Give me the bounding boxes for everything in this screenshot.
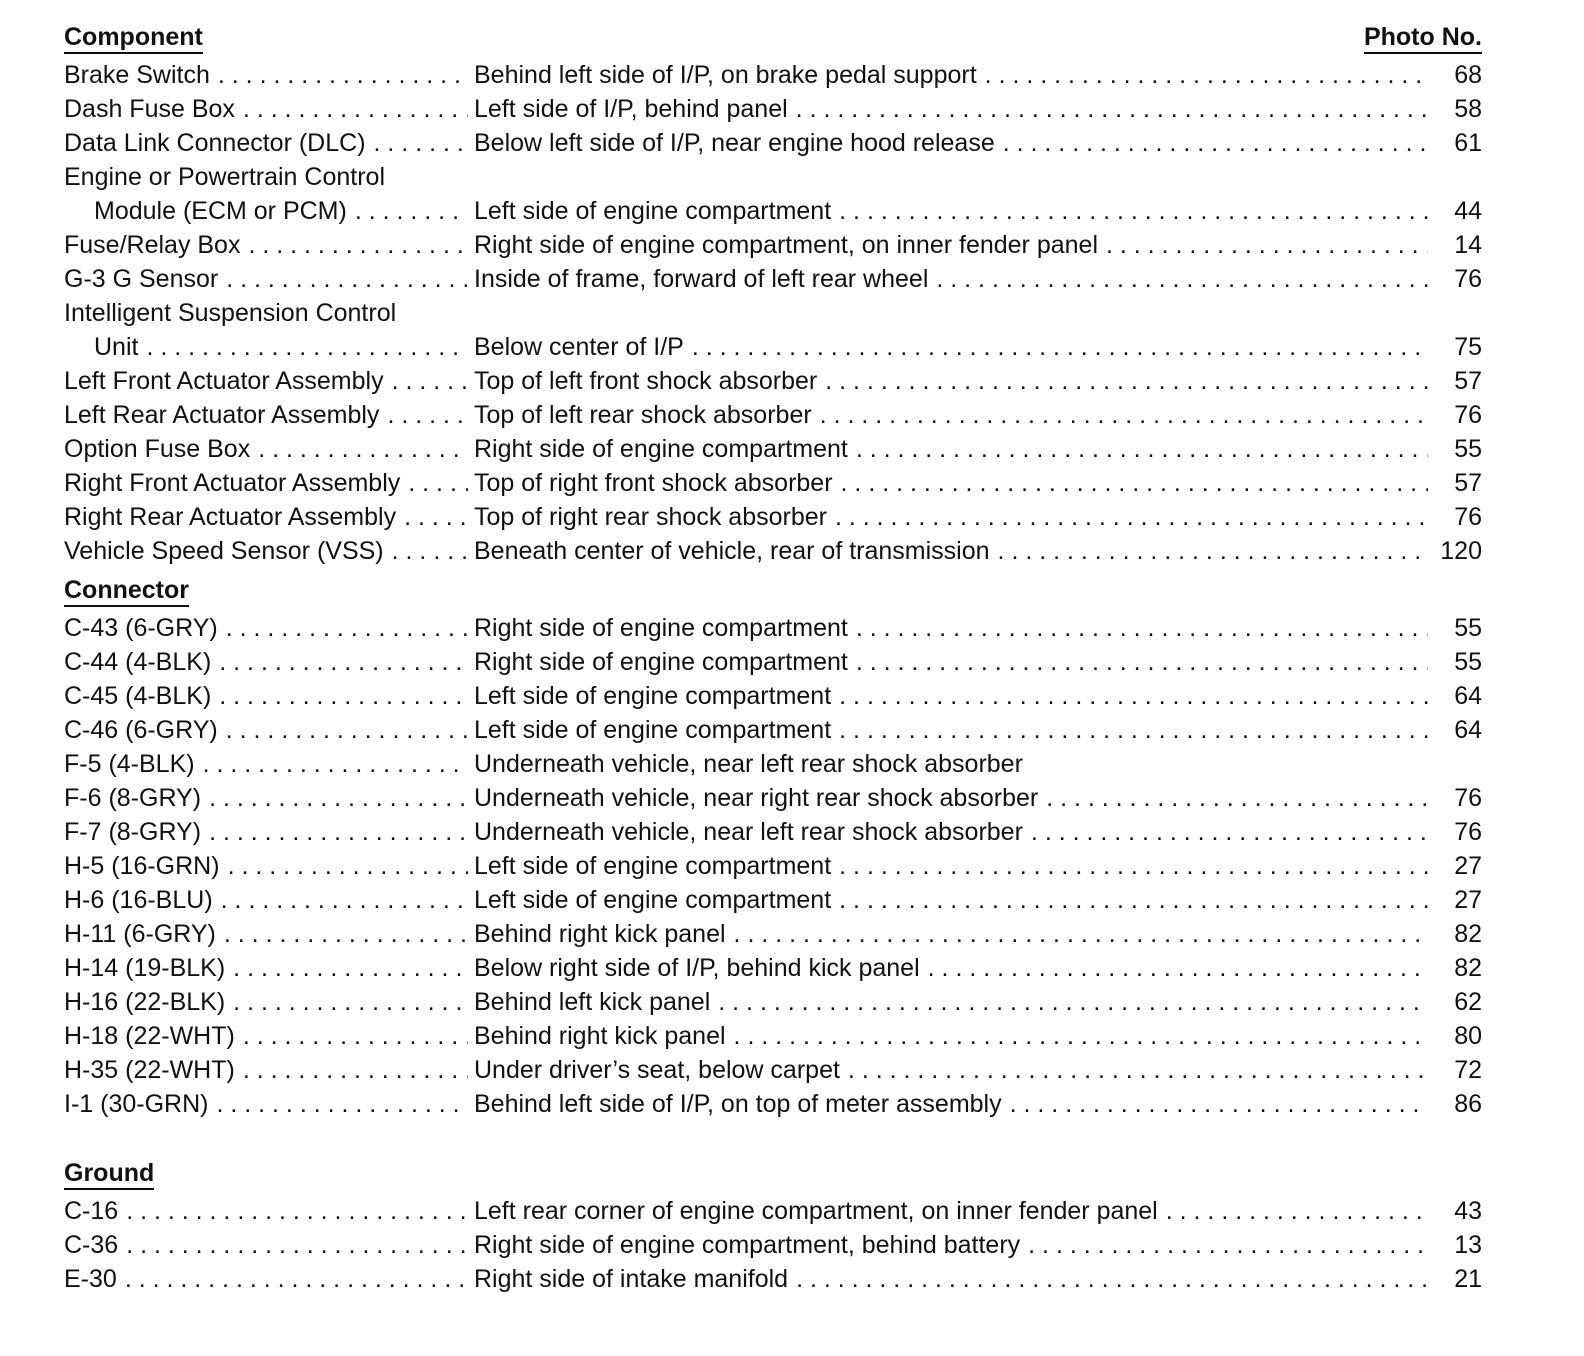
table-row <box>64 160 1482 194</box>
dot-leader <box>219 645 468 679</box>
dot-leader <box>835 500 1428 534</box>
item-name-cell <box>64 985 474 1019</box>
photo-number: 76 <box>1454 784 1482 812</box>
item-name-cell <box>64 364 474 398</box>
dot-leader <box>718 985 1428 1019</box>
item-name-cell <box>64 747 474 781</box>
location-cell <box>474 849 1434 883</box>
table-row <box>64 466 1482 500</box>
item-name: Dash Fuse Box <box>64 95 235 123</box>
item-name-cell <box>64 679 474 713</box>
item-name: F-7 (8-GRY) <box>64 818 202 846</box>
item-name: C-46 (6-GRY) <box>64 716 218 744</box>
dot-leader <box>209 781 468 815</box>
item-name-cell <box>64 92 474 126</box>
table-row <box>64 500 1482 534</box>
item-name-cell <box>64 1194 474 1228</box>
location-cell <box>474 126 1434 160</box>
item-name: H-6 (16-BLU) <box>64 886 213 914</box>
dot-leader <box>856 611 1428 645</box>
item-location: Beneath center of vehicle, rear of transmission <box>474 537 990 565</box>
table-row <box>64 1228 1482 1262</box>
location-cell <box>474 679 1434 713</box>
photo-number: 27 <box>1454 886 1482 914</box>
item-name: H-5 (16-GRN) <box>64 852 220 880</box>
table-row <box>64 534 1482 568</box>
table-row <box>64 296 1482 330</box>
item-location: Left side of I/P, behind panel <box>474 95 788 123</box>
photo-number: 72 <box>1454 1056 1482 1084</box>
location-cell <box>474 58 1434 92</box>
item-location: Right side of intake manifold <box>474 1265 789 1293</box>
photo-number: 120 <box>1440 537 1482 565</box>
item-name-cell <box>64 466 474 500</box>
item-location: Behind left kick panel <box>474 988 711 1016</box>
location-cell <box>474 645 1434 679</box>
item-name-cell <box>64 1262 474 1296</box>
location-cell <box>474 398 1434 432</box>
item-name-cell <box>64 1019 474 1053</box>
table-row <box>64 1053 1482 1087</box>
item-name-cell <box>64 849 474 883</box>
dot-leader <box>839 849 1428 883</box>
dot-leader <box>1003 126 1428 160</box>
dot-leader <box>126 1228 468 1262</box>
dot-leader <box>692 330 1428 364</box>
dot-leader <box>796 1262 1428 1296</box>
item-name-cell <box>64 611 474 645</box>
item-name: H-18 (22-WHT) <box>64 1022 235 1050</box>
item-location: Top of left rear shock absorber <box>474 401 812 429</box>
dot-leader <box>839 713 1428 747</box>
table-row <box>64 330 1482 364</box>
dot-leader <box>126 1194 468 1228</box>
table-row <box>64 58 1482 92</box>
dot-leader <box>796 92 1428 126</box>
dot-leader <box>224 917 468 951</box>
photo-number: 75 <box>1454 333 1482 361</box>
dot-leader <box>226 713 468 747</box>
photo-number: 43 <box>1454 1197 1482 1225</box>
item-name: E-30 <box>64 1265 117 1293</box>
item-name: C-16 <box>64 1197 119 1225</box>
photo-number: 57 <box>1454 367 1482 395</box>
photo-number: 57 <box>1454 469 1482 497</box>
location-cell <box>474 1194 1434 1228</box>
item-name-cell <box>64 645 474 679</box>
location-cell <box>474 815 1434 849</box>
location-cell <box>474 985 1434 1019</box>
dot-leader <box>218 58 468 92</box>
photo-number: 21 <box>1454 1265 1482 1293</box>
item-name-cell <box>64 781 474 815</box>
dot-leader <box>209 815 468 849</box>
dot-leader <box>228 849 468 883</box>
dot-leader <box>1106 228 1428 262</box>
item-name: Fuse/Relay Box <box>64 231 241 259</box>
item-location: Behind right kick panel <box>474 920 726 948</box>
photo-number: 13 <box>1454 1231 1482 1259</box>
table-row <box>64 228 1482 262</box>
photo-no-column-heading: Photo No. <box>1364 23 1482 54</box>
table-row <box>64 985 1482 1019</box>
item-name: C-36 <box>64 1231 119 1259</box>
dot-leader <box>219 679 468 713</box>
photo-number: 76 <box>1454 503 1482 531</box>
dot-leader <box>226 262 468 296</box>
item-location: Behind left side of I/P, on top of meter assembly <box>474 1090 1002 1118</box>
item-name-cell <box>64 534 474 568</box>
component-list <box>64 58 1482 568</box>
item-name: Left Rear Actuator Assembly <box>64 401 380 429</box>
dot-leader <box>226 611 468 645</box>
table-row <box>64 126 1482 160</box>
photo-number: 68 <box>1454 61 1482 89</box>
location-cell <box>474 92 1434 126</box>
item-location: Left side of engine compartment <box>474 852 832 880</box>
location-cell <box>474 1262 1434 1296</box>
item-name-cell <box>64 432 474 466</box>
location-cell <box>474 917 1434 951</box>
item-location: Right side of engine compartment <box>474 435 848 463</box>
item-name-cell <box>64 1053 474 1087</box>
table-row <box>64 747 1482 781</box>
item-location: Below right side of I/P, behind kick panel <box>474 954 920 982</box>
item-name-cell <box>64 194 474 228</box>
item-location: Behind left side of I/P, on brake pedal support <box>474 61 977 89</box>
table-row <box>64 917 1482 951</box>
item-name: Option Fuse Box <box>64 435 251 463</box>
table-row <box>64 849 1482 883</box>
item-location: Left rear corner of engine compartment, on inner fender panel <box>474 1197 1158 1225</box>
location-cell <box>474 432 1434 466</box>
photo-number: 14 <box>1454 231 1482 259</box>
item-name: H-16 (22-BLK) <box>64 988 226 1016</box>
dot-leader <box>1031 815 1428 849</box>
dot-leader <box>1046 781 1428 815</box>
table-row <box>64 951 1482 985</box>
item-name: Vehicle Speed Sensor (VSS) <box>64 537 384 565</box>
item-name-cell <box>64 160 385 194</box>
dot-leader <box>998 534 1428 568</box>
dot-leader <box>1028 1228 1428 1262</box>
item-location: Right side of engine compartment, behind battery <box>474 1231 1021 1259</box>
item-name: F-5 (4-BLK) <box>64 750 195 778</box>
item-location: Top of right rear shock absorber <box>474 503 827 531</box>
item-location: Under driver’s seat, below carpet <box>474 1056 840 1084</box>
ground-section-title: Ground <box>64 1159 154 1190</box>
locator-table <box>64 18 1482 1296</box>
connector-list <box>64 611 1482 1121</box>
table-row <box>64 883 1482 917</box>
location-cell <box>474 1019 1434 1053</box>
dot-leader <box>392 534 468 568</box>
table-row <box>64 815 1482 849</box>
dot-leader <box>125 1262 468 1296</box>
table-row <box>64 364 1482 398</box>
dot-leader <box>839 194 1428 228</box>
dot-leader <box>928 951 1428 985</box>
item-location: Left side of engine compartment <box>474 682 832 710</box>
item-name: C-43 (6-GRY) <box>64 614 218 642</box>
location-cell <box>474 500 1434 534</box>
dot-leader <box>233 951 468 985</box>
dot-leader <box>734 1019 1428 1053</box>
dot-leader <box>243 92 468 126</box>
item-location: Right side of engine compartment <box>474 648 848 676</box>
table-row <box>64 645 1482 679</box>
table-row <box>64 194 1482 228</box>
dot-leader <box>856 645 1428 679</box>
item-name-cell <box>64 398 474 432</box>
dot-leader <box>404 500 468 534</box>
item-name-cell <box>64 883 474 917</box>
location-cell <box>474 781 1434 815</box>
dot-leader <box>233 985 468 1019</box>
item-location: Behind right kick panel <box>474 1022 726 1050</box>
dot-leader <box>825 364 1428 398</box>
location-cell <box>474 1053 1434 1087</box>
item-name: Left Front Actuator Assembly <box>64 367 384 395</box>
location-cell <box>474 883 1434 917</box>
location-cell <box>474 364 1434 398</box>
photo-number: 82 <box>1454 920 1482 948</box>
table-header <box>64 18 1482 54</box>
item-location: Below left side of I/P, near engine hood release <box>474 129 995 157</box>
photo-number: 76 <box>1454 818 1482 846</box>
item-location: Left side of engine compartment <box>474 886 832 914</box>
photo-number: 55 <box>1454 435 1482 463</box>
item-location: Underneath vehicle, near left rear shock absorber <box>474 750 1023 778</box>
location-cell <box>474 262 1434 296</box>
dot-leader <box>1166 1194 1428 1228</box>
item-name: C-44 (4-BLK) <box>64 648 212 676</box>
item-name: F-6 (8-GRY) <box>64 784 202 812</box>
item-name: Engine or Powertrain Control <box>64 163 385 191</box>
item-name: Unit <box>94 333 139 361</box>
item-location: Below center of I/P <box>474 333 684 361</box>
item-location: Left side of engine compartment <box>474 716 832 744</box>
dot-leader <box>985 58 1428 92</box>
photo-number: 55 <box>1454 648 1482 676</box>
dot-leader <box>408 466 468 500</box>
dot-leader <box>734 917 1428 951</box>
photo-number: 61 <box>1454 129 1482 157</box>
table-row <box>64 432 1482 466</box>
item-name: H-14 (19-BLK) <box>64 954 226 982</box>
item-location: Top of right front shock absorber <box>474 469 833 497</box>
location-cell <box>474 1087 1434 1121</box>
item-location: Top of left front shock absorber <box>474 367 818 395</box>
dot-leader <box>216 1087 468 1121</box>
photo-number: 86 <box>1454 1090 1482 1118</box>
item-name-cell <box>64 126 474 160</box>
dot-leader <box>820 398 1428 432</box>
table-row <box>64 262 1482 296</box>
item-name: I-1 (30-GRN) <box>64 1090 209 1118</box>
dot-leader <box>848 1053 1428 1087</box>
photo-number: 76 <box>1454 401 1482 429</box>
item-name: Right Front Actuator Assembly <box>64 469 401 497</box>
dot-leader <box>243 1019 468 1053</box>
dot-leader <box>839 679 1428 713</box>
dot-leader <box>355 194 468 228</box>
item-location: Inside of frame, forward of left rear wheel <box>474 265 929 293</box>
photo-number: 44 <box>1454 197 1482 225</box>
item-name-cell <box>64 500 474 534</box>
dot-leader <box>258 432 468 466</box>
table-row <box>64 679 1482 713</box>
photo-number: 76 <box>1454 265 1482 293</box>
item-location: Underneath vehicle, near right rear shock absorber <box>474 784 1039 812</box>
item-location: Underneath vehicle, near left rear shock absorber <box>474 818 1023 846</box>
dot-leader <box>392 364 468 398</box>
table-row <box>64 781 1482 815</box>
dot-leader <box>146 330 468 364</box>
connector-section-title: Connector <box>64 576 189 607</box>
table-row <box>64 1087 1482 1121</box>
photo-number: 64 <box>1454 682 1482 710</box>
item-location: Left side of engine compartment <box>474 197 832 225</box>
dot-leader <box>221 883 468 917</box>
item-name-cell <box>64 713 474 747</box>
location-cell <box>474 713 1434 747</box>
item-name-cell <box>64 951 474 985</box>
photo-number: 58 <box>1454 95 1482 123</box>
location-cell <box>474 534 1434 568</box>
table-row <box>64 1194 1482 1228</box>
location-cell <box>474 747 1434 781</box>
item-name-cell <box>64 1087 474 1121</box>
item-location: Right side of engine compartment, on inner fender panel <box>474 231 1098 259</box>
photo-number: 80 <box>1454 1022 1482 1050</box>
item-name: Right Rear Actuator Assembly <box>64 503 397 531</box>
item-name-cell <box>64 58 474 92</box>
item-name-cell <box>64 1228 474 1262</box>
table-row <box>64 398 1482 432</box>
location-cell <box>474 951 1434 985</box>
location-cell <box>474 228 1434 262</box>
item-name-cell <box>64 815 474 849</box>
item-name-cell <box>64 228 474 262</box>
item-name: C-45 (4-BLK) <box>64 682 212 710</box>
table-row <box>64 1262 1482 1296</box>
table-row <box>64 92 1482 126</box>
item-name-cell <box>64 296 396 330</box>
location-cell <box>474 1228 1434 1262</box>
location-cell <box>474 466 1434 500</box>
item-location: Right side of engine compartment <box>474 614 848 642</box>
dot-leader <box>841 466 1428 500</box>
table-row <box>64 611 1482 645</box>
item-name-cell <box>64 262 474 296</box>
item-name-cell <box>64 917 474 951</box>
photo-number: 82 <box>1454 954 1482 982</box>
dot-leader <box>374 126 468 160</box>
photo-number: 27 <box>1454 852 1482 880</box>
component-column-heading: Component <box>64 23 203 54</box>
location-cell <box>474 330 1434 364</box>
table-row <box>64 713 1482 747</box>
item-name: G-3 G Sensor <box>64 265 219 293</box>
ground-list <box>64 1194 1482 1296</box>
photo-number: 64 <box>1454 716 1482 744</box>
dot-leader <box>1010 1087 1428 1121</box>
item-name: Data Link Connector (DLC) <box>64 129 366 157</box>
table-row <box>64 1019 1482 1053</box>
item-name: Intelligent Suspension Control <box>64 299 397 327</box>
photo-number: 55 <box>1454 614 1482 642</box>
dot-leader <box>387 398 468 432</box>
dot-leader <box>839 883 1428 917</box>
dot-leader <box>243 1053 468 1087</box>
item-name: Brake Switch <box>64 61 210 89</box>
dot-leader <box>856 432 1428 466</box>
photo-number: 62 <box>1454 988 1482 1016</box>
item-name-cell <box>64 330 474 364</box>
dot-leader <box>936 262 1428 296</box>
dot-leader <box>248 228 468 262</box>
dot-leader <box>203 747 468 781</box>
item-name: Module (ECM or PCM) <box>94 197 347 225</box>
item-name: H-35 (22-WHT) <box>64 1056 235 1084</box>
location-cell <box>474 611 1434 645</box>
item-name: H-11 (6-GRY) <box>64 920 216 948</box>
location-cell <box>474 194 1434 228</box>
